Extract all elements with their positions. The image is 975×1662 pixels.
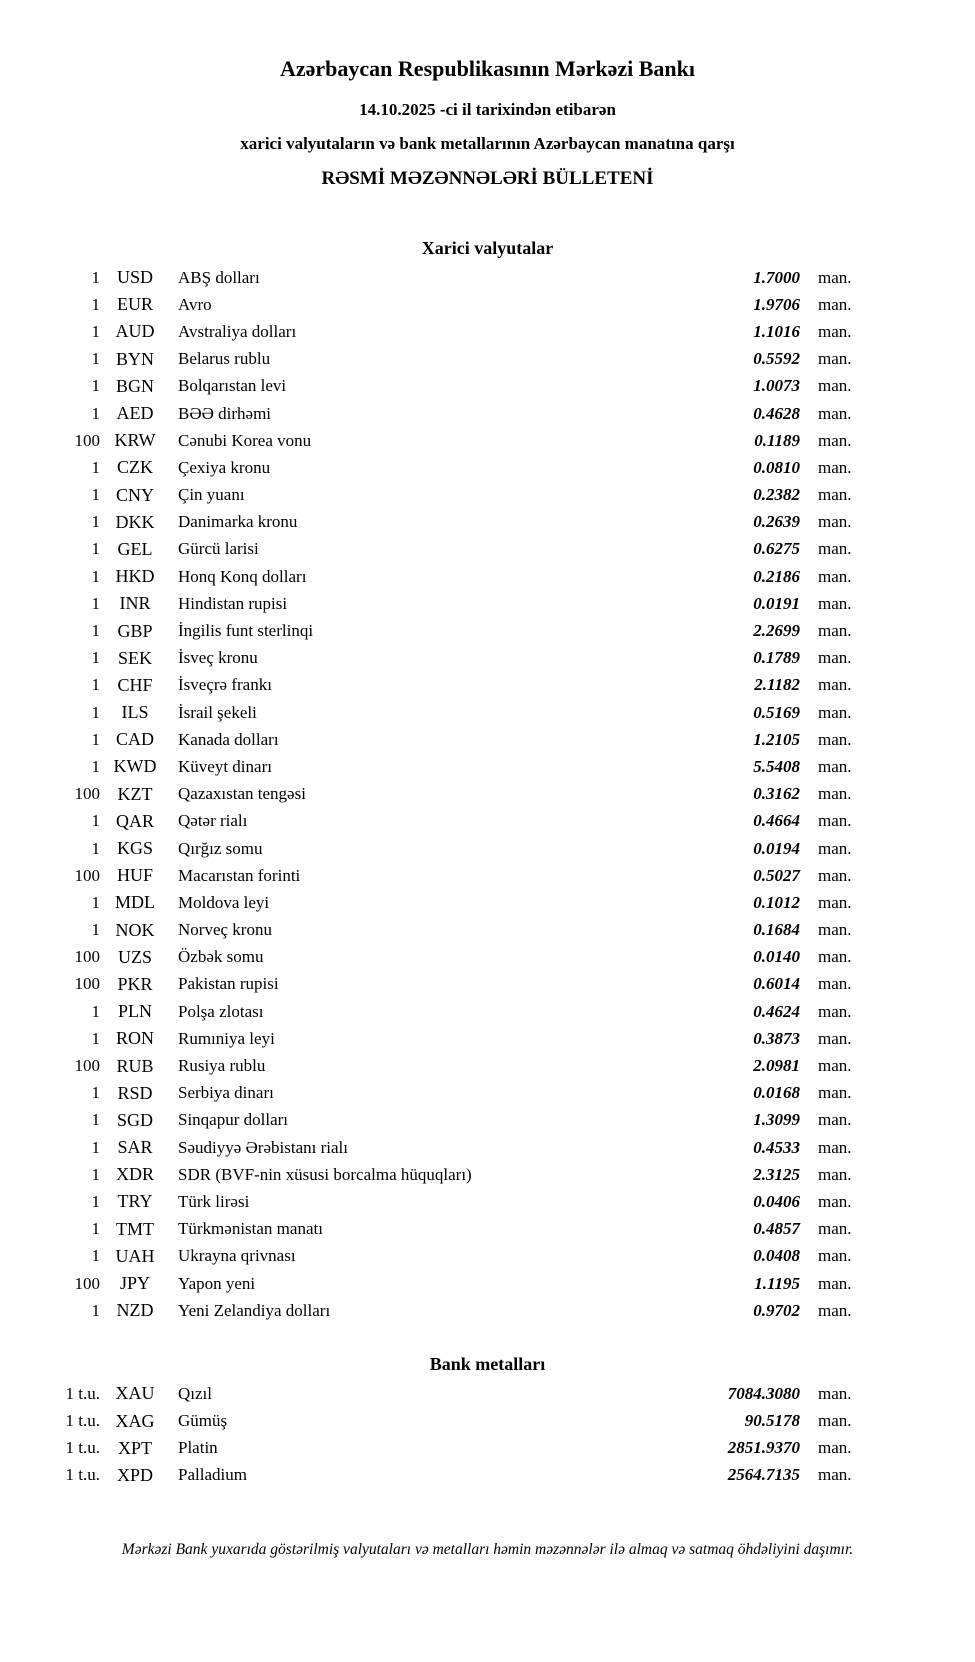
unit-cell: man. xyxy=(818,1028,852,1048)
quantity-cell: 1 t.u. xyxy=(65,1383,100,1403)
currency-row xyxy=(38,617,862,644)
currency-code-cell: XAG xyxy=(115,1410,155,1431)
currency-code-cell: XDR xyxy=(115,1164,154,1185)
currency-code-cell: EUR xyxy=(117,294,153,315)
rate-cell: 0.3873 xyxy=(753,1028,800,1048)
unit-cell: man. xyxy=(818,1465,852,1485)
currency-name-cell: Honq Konq dolları xyxy=(178,566,307,586)
unit-cell: man. xyxy=(818,648,852,668)
unit-cell: man. xyxy=(818,512,852,532)
currency-name-cell: Polşa zlotası xyxy=(178,1001,264,1021)
rate-cell: 0.1012 xyxy=(753,892,800,912)
rate-cell: 0.0406 xyxy=(753,1191,800,1211)
rate-cell: 0.0408 xyxy=(753,1246,800,1266)
metal-row xyxy=(38,1380,862,1407)
unit-cell: man. xyxy=(818,1001,852,1021)
quantity-cell: 1 xyxy=(91,756,100,776)
currency-row xyxy=(38,998,862,1025)
quantity-cell: 1 t.u. xyxy=(65,1438,100,1458)
currency-name-cell: Ukrayna qrivnası xyxy=(178,1246,296,1266)
quantity-cell: 1 xyxy=(91,1300,100,1320)
currency-code-cell: XAU xyxy=(115,1383,155,1404)
quantity-cell: 1 xyxy=(91,321,100,341)
rate-cell: 0.0168 xyxy=(753,1083,800,1103)
unit-cell: man. xyxy=(818,920,852,940)
currency-name-cell: Səudiyyə Ərəbistanı rialı xyxy=(178,1137,348,1157)
currency-code-cell: QAR xyxy=(115,810,154,831)
currency-row xyxy=(38,862,862,889)
rate-cell: 0.0810 xyxy=(753,457,800,477)
rate-cell: 0.2639 xyxy=(753,512,800,532)
quantity-cell: 100 xyxy=(74,947,100,967)
currency-code-cell: CZK xyxy=(117,457,153,478)
disclaimer-footer: Mərkəzi Bank yuxarıda göstərilmiş valyutaları və metalları həmin məzənnələr ilə almaq və satmaq öhdəliyini daşımır. xyxy=(121,1541,854,1558)
currency-row xyxy=(38,590,862,617)
rate-cell: 0.0194 xyxy=(753,838,800,858)
unit-cell: man. xyxy=(818,756,852,776)
rate-cell: 0.2186 xyxy=(753,566,800,586)
quantity-cell: 1 xyxy=(91,920,100,940)
unit-cell: man. xyxy=(818,947,852,967)
subtitle-line: xarici valyutaların və bank metallarının Azərbaycan manatına qarşı xyxy=(240,134,735,153)
currency-name-cell: İngilis funt sterlinqi xyxy=(178,621,314,641)
currency-code-cell: KWD xyxy=(113,756,157,777)
rate-cell: 0.0140 xyxy=(753,947,800,967)
unit-cell: man. xyxy=(818,675,852,695)
currency-name-cell: Qırğız somu xyxy=(178,838,263,858)
rate-cell: 0.4624 xyxy=(753,1001,800,1021)
currency-name-cell: Belarus rublu xyxy=(178,349,271,369)
currency-name-cell: Çexiya kronu xyxy=(178,457,271,477)
rate-cell: 0.3162 xyxy=(753,784,800,804)
quantity-cell: 1 t.u. xyxy=(65,1411,100,1431)
quantity-cell: 1 xyxy=(91,621,100,641)
currency-code-cell: ILS xyxy=(121,702,149,723)
currency-row xyxy=(38,318,862,345)
unit-cell: man. xyxy=(818,485,852,505)
unit-cell: man. xyxy=(818,321,852,341)
currency-name-cell: Bolqarıstan levi xyxy=(178,376,287,396)
currency-code-cell: KGS xyxy=(116,838,153,859)
currency-code-cell: NZD xyxy=(116,1300,154,1321)
currency-code-cell: PLN xyxy=(117,1001,152,1022)
currency-row xyxy=(38,427,862,454)
rate-cell: 1.9706 xyxy=(753,294,800,314)
unit-cell: man. xyxy=(818,1164,852,1184)
currency-name-cell: Cənubi Korea vonu xyxy=(178,430,312,450)
unit-cell: man. xyxy=(818,1300,852,1320)
currency-name-cell: İsveçrə frankı xyxy=(178,675,272,695)
currency-name-cell: Çin yuanı xyxy=(178,485,245,505)
rate-cell: 0.4533 xyxy=(753,1137,800,1157)
quantity-cell: 1 xyxy=(91,648,100,668)
currency-name-cell: Qızıl xyxy=(178,1383,212,1403)
rate-cell: 0.4664 xyxy=(753,811,800,831)
rate-cell: 0.6275 xyxy=(753,539,800,559)
currency-row xyxy=(38,645,862,672)
currency-name-cell: SDR (BVF-nin xüsusi borcalma hüquqları) xyxy=(178,1164,472,1184)
currency-code-cell: TRY xyxy=(117,1191,153,1212)
rate-cell: 2.0981 xyxy=(753,1056,800,1076)
currency-name-cell: Rusiya rublu xyxy=(178,1056,266,1076)
currency-code-cell: RSD xyxy=(117,1082,153,1103)
currency-code-cell: GEL xyxy=(117,538,153,559)
currency-name-cell: ABŞ dolları xyxy=(178,267,260,287)
rate-cell: 2851.9370 xyxy=(727,1438,800,1458)
quantity-cell: 1 xyxy=(91,593,100,613)
currency-code-cell: XPT xyxy=(117,1437,152,1458)
currency-name-cell: Özbək somu xyxy=(178,947,264,967)
quantity-cell: 100 xyxy=(74,784,100,804)
currency-name-cell: Moldova leyi xyxy=(178,892,270,912)
currency-code-cell: TMT xyxy=(116,1218,154,1239)
quantity-cell: 1 xyxy=(91,1001,100,1021)
currency-row xyxy=(38,808,862,835)
quantity-cell: 1 xyxy=(91,675,100,695)
quantity-cell: 100 xyxy=(74,1056,100,1076)
currency-code-cell: UZS xyxy=(117,946,152,967)
quantity-cell: 1 xyxy=(91,267,100,287)
currency-row xyxy=(38,291,862,318)
quantity-cell: 100 xyxy=(74,974,100,994)
currency-code-cell: HUF xyxy=(116,865,153,886)
currency-code-cell: RUB xyxy=(116,1055,154,1076)
unit-cell: man. xyxy=(818,1438,852,1458)
unit-cell: man. xyxy=(818,1110,852,1130)
currency-code-cell: BYN xyxy=(115,348,154,369)
currency-row xyxy=(38,944,862,971)
currency-row xyxy=(38,482,862,509)
currency-name-cell: Qazaxıstan tengəsi xyxy=(178,784,306,804)
currency-name-cell: Rumıniya leyi xyxy=(178,1028,275,1048)
currency-row xyxy=(38,1270,862,1297)
unit-cell: man. xyxy=(818,349,852,369)
currency-row xyxy=(38,1052,862,1079)
currency-name-cell: Sinqapur dolları xyxy=(178,1110,289,1130)
quantity-cell: 1 xyxy=(91,457,100,477)
currency-code-cell: RON xyxy=(115,1028,154,1049)
rate-cell: 0.4857 xyxy=(753,1219,800,1239)
currency-code-cell: CHF xyxy=(117,674,153,695)
rate-cell: 2.2699 xyxy=(753,621,800,641)
quantity-cell: 1 xyxy=(91,1246,100,1266)
rate-cell: 1.7000 xyxy=(753,267,800,287)
rate-cell: 0.9702 xyxy=(753,1300,800,1320)
currency-row xyxy=(38,726,862,753)
unit-cell: man. xyxy=(818,457,852,477)
currency-name-cell: Küveyt dinarı xyxy=(178,756,272,776)
quantity-cell: 1 xyxy=(91,512,100,532)
unit-cell: man. xyxy=(818,702,852,722)
quantity-cell: 1 xyxy=(91,1028,100,1048)
currency-name-cell: Avstraliya dolları xyxy=(178,321,297,341)
rate-cell: 0.4628 xyxy=(753,403,800,423)
quantity-cell: 100 xyxy=(74,1273,100,1293)
unit-cell: man. xyxy=(818,729,852,749)
unit-cell: man. xyxy=(818,1219,852,1239)
quantity-cell: 1 xyxy=(91,1219,100,1239)
rate-cell: 1.3099 xyxy=(753,1110,800,1130)
quantity-cell: 1 t.u. xyxy=(65,1465,100,1485)
currency-row xyxy=(38,1025,862,1052)
currency-row xyxy=(38,1107,862,1134)
rate-cell: 1.2105 xyxy=(753,729,800,749)
quantity-cell: 1 xyxy=(91,892,100,912)
currency-row xyxy=(38,672,862,699)
currency-row xyxy=(38,1161,862,1188)
currency-code-cell: PKR xyxy=(117,973,153,994)
currency-row xyxy=(38,889,862,916)
unit-cell: man. xyxy=(818,811,852,831)
currency-row xyxy=(38,781,862,808)
unit-cell: man. xyxy=(818,566,852,586)
rate-cell: 2.1182 xyxy=(754,675,800,695)
currency-name-cell: Pakistan rupisi xyxy=(178,974,279,994)
currency-name-cell: Serbiya dinarı xyxy=(178,1083,274,1103)
unit-cell: man. xyxy=(818,1056,852,1076)
unit-cell: man. xyxy=(818,838,852,858)
quantity-cell: 1 xyxy=(91,1164,100,1184)
rate-cell: 7084.3080 xyxy=(727,1383,800,1403)
quantity-cell: 1 xyxy=(91,702,100,722)
currency-name-cell: Macarıstan forinti xyxy=(178,865,301,885)
quantity-cell: 1 xyxy=(91,403,100,423)
currency-code-cell: USD xyxy=(116,267,153,288)
rate-cell: 0.1189 xyxy=(754,430,800,450)
metals-table xyxy=(38,1380,862,1489)
quantity-cell: 1 xyxy=(91,349,100,369)
bank-title: Azərbaycan Respublikasının Mərkəzi Bankı xyxy=(280,56,695,81)
quantity-cell: 1 xyxy=(91,838,100,858)
rate-cell: 0.5027 xyxy=(753,865,800,885)
quantity-cell: 1 xyxy=(91,729,100,749)
currency-name-cell: Hindistan rupisi xyxy=(178,593,288,613)
currency-row xyxy=(38,454,862,481)
currency-code-cell: KRW xyxy=(114,430,156,451)
currency-name-cell: Türkmənistan manatı xyxy=(178,1219,323,1239)
currency-name-cell: İsveç kronu xyxy=(178,648,258,668)
currency-row xyxy=(38,1243,862,1270)
unit-cell: man. xyxy=(818,1411,852,1431)
unit-cell: man. xyxy=(818,1137,852,1157)
currency-code-cell: BGN xyxy=(115,375,154,396)
currency-name-cell: BƏƏ dirhəmi xyxy=(178,403,272,423)
currency-code-cell: DKK xyxy=(115,511,155,532)
currency-name-cell: Danimarka kronu xyxy=(178,512,298,532)
currency-code-cell: NOK xyxy=(115,919,155,940)
rate-cell: 2564.7135 xyxy=(727,1465,800,1485)
currency-code-cell: SGD xyxy=(116,1109,153,1130)
currency-row xyxy=(38,509,862,536)
currency-row xyxy=(38,1188,862,1215)
currency-row xyxy=(38,699,862,726)
quantity-cell: 1 xyxy=(91,539,100,559)
currency-code-cell: UAH xyxy=(115,1245,155,1266)
unit-cell: man. xyxy=(818,376,852,396)
currency-code-cell: INR xyxy=(119,593,151,614)
unit-cell: man. xyxy=(818,430,852,450)
rate-cell: 1.1195 xyxy=(754,1273,800,1293)
rate-cell: 0.5169 xyxy=(753,702,800,722)
currency-code-cell: XPD xyxy=(116,1464,153,1485)
rate-cell: 2.3125 xyxy=(753,1164,800,1184)
unit-cell: man. xyxy=(818,892,852,912)
currency-row xyxy=(38,971,862,998)
currency-row xyxy=(38,264,862,291)
unit-cell: man. xyxy=(818,621,852,641)
currency-row xyxy=(38,1297,862,1324)
quantity-cell: 1 xyxy=(91,1083,100,1103)
currency-row xyxy=(38,753,862,780)
currency-name-cell: Gürcü larisi xyxy=(178,539,259,559)
metals-section-title: Bank metalları xyxy=(429,1354,546,1375)
currency-name-cell: Gümüş xyxy=(178,1411,228,1431)
currency-name-cell: Platin xyxy=(178,1438,218,1458)
quantity-cell: 100 xyxy=(74,430,100,450)
currency-name-cell: Qətər rialı xyxy=(178,811,248,831)
currency-code-cell: CNY xyxy=(115,484,154,505)
currency-code-cell: CAD xyxy=(115,729,154,750)
rate-cell: 0.2382 xyxy=(753,485,800,505)
currency-row xyxy=(38,400,862,427)
unit-cell: man. xyxy=(818,593,852,613)
rate-cell: 0.6014 xyxy=(753,974,800,994)
currency-name-cell: Yeni Zelandiya dolları xyxy=(178,1300,331,1320)
quantity-cell: 1 xyxy=(91,1137,100,1157)
unit-cell: man. xyxy=(818,1273,852,1293)
quantity-cell: 1 xyxy=(91,566,100,586)
bulletin-title: RƏSMİ MƏZƏNNƏLƏRİ BÜLLETENİ xyxy=(321,168,654,189)
unit-cell: man. xyxy=(818,403,852,423)
currency-row xyxy=(38,917,862,944)
metal-row xyxy=(38,1435,862,1462)
currency-row xyxy=(38,1134,862,1161)
quantity-cell: 1 xyxy=(91,294,100,314)
currency-row xyxy=(38,373,862,400)
quantity-cell: 1 xyxy=(91,1110,100,1130)
unit-cell: man. xyxy=(818,784,852,804)
unit-cell: man. xyxy=(818,1383,852,1403)
currency-code-cell: SAR xyxy=(117,1137,153,1158)
rate-cell: 0.5592 xyxy=(753,349,800,369)
currency-name-cell: Palladium xyxy=(178,1465,247,1485)
currency-code-cell: JPY xyxy=(119,1273,150,1294)
currency-code-cell: MDL xyxy=(115,892,155,913)
rate-cell: 5.5408 xyxy=(753,756,800,776)
currency-row xyxy=(38,536,862,563)
currency-name-cell: Norveç kronu xyxy=(178,920,272,940)
metal-row xyxy=(38,1408,862,1435)
quantity-cell: 1 xyxy=(91,1191,100,1211)
rate-cell: 0.0191 xyxy=(753,593,800,613)
unit-cell: man. xyxy=(818,1246,852,1266)
rate-cell: 0.1789 xyxy=(753,648,800,668)
currency-row xyxy=(38,835,862,862)
currency-row xyxy=(38,1216,862,1243)
unit-cell: man. xyxy=(818,974,852,994)
currency-code-cell: AUD xyxy=(115,321,155,342)
currency-code-cell: AED xyxy=(116,403,154,424)
currency-row xyxy=(38,1080,862,1107)
currency-name-cell: Kanada dolları xyxy=(178,729,279,749)
quantity-cell: 1 xyxy=(91,811,100,831)
currencies-section-title: Xarici valyutalar xyxy=(421,238,554,258)
rate-cell: 90.5178 xyxy=(744,1411,800,1431)
quantity-cell: 1 xyxy=(91,485,100,505)
currency-row xyxy=(38,563,862,590)
currency-row xyxy=(38,346,862,373)
unit-cell: man. xyxy=(818,267,852,287)
currency-code-cell: SEK xyxy=(117,647,152,668)
unit-cell: man. xyxy=(818,294,852,314)
currency-code-cell: KZT xyxy=(117,783,153,804)
currency-name-cell: Türk lirəsi xyxy=(178,1191,250,1211)
unit-cell: man. xyxy=(818,1083,852,1103)
quantity-cell: 100 xyxy=(74,865,100,885)
unit-cell: man. xyxy=(818,539,852,559)
metal-row xyxy=(38,1462,862,1489)
currency-code-cell: GBP xyxy=(117,620,153,641)
rate-cell: 1.1016 xyxy=(753,321,800,341)
effective-date-line: 14.10.2025 -ci il tarixindən etibarən xyxy=(359,100,616,119)
quantity-cell: 1 xyxy=(91,376,100,396)
currency-name-cell: Avro xyxy=(178,294,212,314)
rate-cell: 0.1684 xyxy=(753,920,800,940)
unit-cell: man. xyxy=(818,1191,852,1211)
currency-name-cell: Yapon yeni xyxy=(178,1273,256,1293)
currency-code-cell: HKD xyxy=(115,566,155,587)
currency-table xyxy=(38,264,862,1324)
currency-name-cell: İsrail şekeli xyxy=(178,702,257,722)
unit-cell: man. xyxy=(818,865,852,885)
rate-cell: 1.0073 xyxy=(753,376,800,396)
